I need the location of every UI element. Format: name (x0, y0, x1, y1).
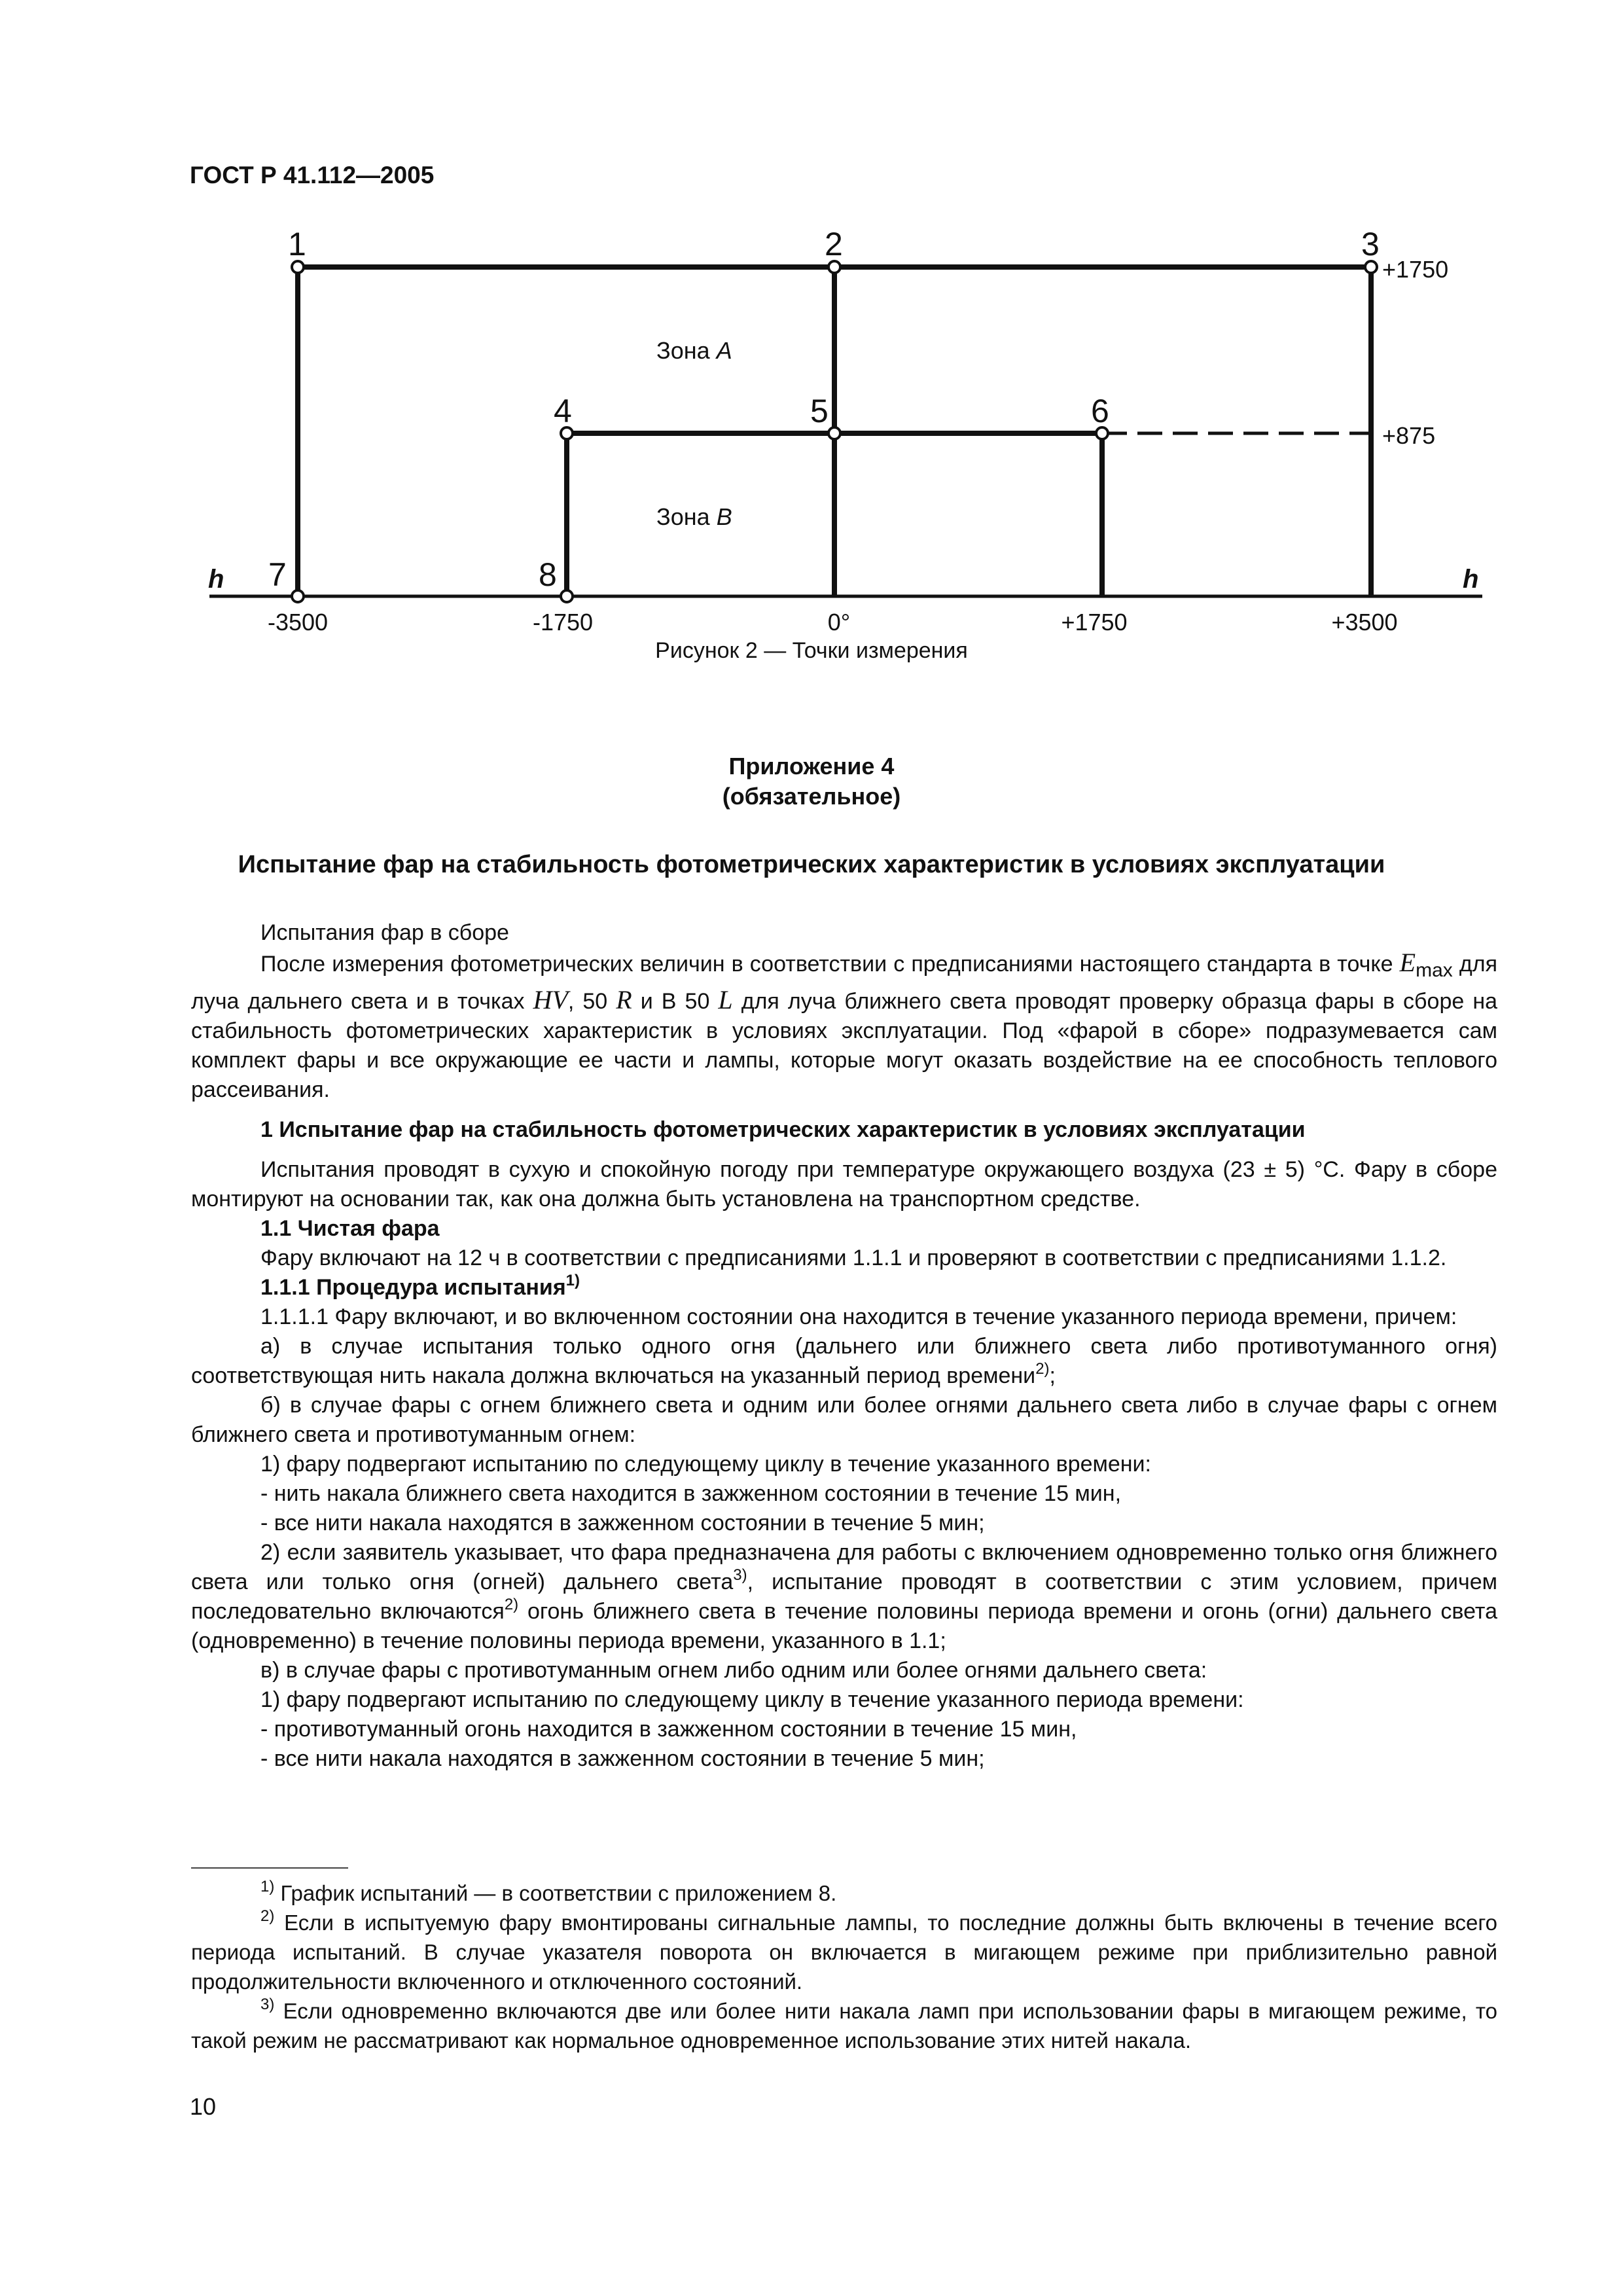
subsection-1-1-1-heading: 1.1.1 Процедура испытания$^{1)}$ (260, 1272, 580, 1300)
body-text (191, 918, 1497, 1774)
point-8-label: 8 (539, 556, 557, 593)
point-7-marker (292, 590, 304, 602)
point-7-label: 7 (268, 556, 287, 593)
point-4-label: 4 (554, 393, 572, 429)
appendix-heading (0, 751, 1623, 812)
intro-paragraph-2: После измерения фотометрических величин в соответствии с предписаниями настоящего стандарта в точке $E_{max}$ для луча дальнего света и в точках HV, 50 R и B 50 L для луча ближнего света проводят проверку образца фары в сборе на стабильность фотометрических характеристик в условиях эксплуатации. Под «фарой в сборе» подразумевается сам комплект фары и все окружающие ее части и лампы, которые могут оказать воздействие на ее способность теплового рассеивания. (191, 948, 1498, 1102)
h-axis-label-right: h (1463, 565, 1479, 594)
item-c: в) в случае фары с противотуманным огнем либо одним или более огнями дальнего света: (260, 1658, 1207, 1683)
point-1-label: 1 (288, 226, 306, 262)
point-5-marker (829, 427, 840, 439)
clause-1-1-1-1: 1.1.1.1 Фару включают, и во включенном состоянии она находится в течение указанного периода времени, причем: (260, 1304, 1457, 1329)
appendix-status: (обязательное) (722, 783, 901, 810)
point-6-label: 6 (1091, 393, 1109, 429)
subsection-1-1-heading: 1.1 Чистая фара (260, 1216, 440, 1241)
section-1-heading: 1 Испытание фар на стабильность фотометрических характеристик в условиях эксплуатации (260, 1117, 1306, 1142)
item-c-1-dash-2: - все нити накала находятся в зажженном состоянии в течение 5 мин; (260, 1746, 985, 1771)
point-3-label: 3 (1361, 226, 1380, 262)
footnote-1: $^{1)}$ График испытаний — в соответствии с приложением 8. (260, 1878, 837, 1905)
footnote-separator (191, 1867, 348, 1869)
page-number: 10 (190, 2093, 217, 2120)
item-b-1-dash-2: - все нити накала находятся в зажженном состоянии в течение 5 мин; (260, 1511, 985, 1535)
zone-b-label: Зона B (656, 503, 732, 530)
point-3-marker (1365, 261, 1377, 273)
point-2-label: 2 (825, 226, 843, 262)
x-tick-label-minus-1750: -1750 (532, 609, 594, 636)
emax-symbol: $E_{max}$ (1399, 948, 1453, 981)
x-tick-label-plus-1750: +1750 (1061, 609, 1128, 636)
item-b-1-dash-1: - нить накала ближнего света находится в зажженном состоянии в течение 15 мин, (260, 1481, 1122, 1506)
point-5-label: 5 (810, 393, 829, 429)
point-1-marker (292, 261, 304, 273)
footnote-2: $^{2)}$ Если в испытуемую фару вмонтированы сигнальные лампы, то последние должны быть включены в течение всего периода испытаний. В случае указателя поворота он включается в мигающем режиме при приблизительно равной продолжительности включенного и отключенного состояний. (191, 1907, 1497, 1994)
value-label-plus-875: +875 (1382, 422, 1436, 449)
section-1-paragraph: Испытания проводят в сухую и спокойную погоду при температуре окружающего воздуха (23 ± 5) °С. Фару в сборе монтируют на основании так, как она должна быть установлена на транспортном средстве. (191, 1157, 1497, 1211)
appendix-number: Приложение 4 (728, 753, 895, 780)
point-2-marker (829, 261, 840, 273)
measurement-points-figure (0, 0, 1623, 655)
zone-a-label: Зона A (656, 337, 732, 364)
x-tick-label-minus-3500: -3500 (267, 609, 329, 636)
x-tick-label-zero: 0° (827, 609, 851, 636)
item-b-2: 2) если заявитель указывает, что фара предназначена для работы с включением одновременно только огня ближнего света или только огня (огней) дальнего света$^{3)}$, испытание проводят в соответствии с этим условием, причем последовательно включаются$^{2)}$ огонь ближнего света в течение половины периода времени и огонь (огни) дальнего света (одновременно) в течение половины периода времени, указанного в 1.1; (191, 1540, 1497, 1653)
intro-paragraph-1: Испытания фар в сборе (260, 920, 509, 945)
subsection-1-1-paragraph: Фару включают на 12 ч в соответствии с предписаниями 1.1.1 и проверяют в соответствии с предписаниями 1.1.2. (260, 1246, 1447, 1270)
x-tick-label-plus-3500: +3500 (1331, 609, 1398, 636)
point-8-marker (561, 590, 573, 602)
document-code: ГОСТ Р 41.112—2005 (190, 162, 435, 188)
item-c-1-dash-1: - противотуманный огонь находится в зажженном состоянии в течение 15 мин, (260, 1717, 1077, 1742)
h-axis-label-left: h (208, 565, 224, 594)
item-c-1: 1) фару подвергают испытанию по следующему циклу в течение указанного периода времени: (260, 1687, 1244, 1712)
item-b: б) в случае фары с огнем ближнего света и одним или более огнями дальнего света либо в случае фары с огнем ближнего света и противотуманным огнем: (191, 1393, 1497, 1447)
footnote-3: $^{3)}$ Если одновременно включаются две или более нити накала ламп при использовании фары в мигающем режиме, то такой режим не рассматривают как нормальное одновременное использование этих нитей накала. (191, 1996, 1497, 2053)
item-a: а) в случае испытания только одного огня (дальнего или ближнего света либо противотуманного огня) соответствующая нить накала должна включаться на указанный период времени$^{2)}$; (191, 1334, 1497, 1388)
appendix-title: Испытание фар на стабильность фотометрических характеристик в условиях эксплуатации (238, 851, 1385, 878)
value-label-plus-1750: +1750 (1382, 256, 1449, 283)
item-b-1: 1) фару подвергают испытанию по следующему циклу в течение указанного времени: (260, 1452, 1151, 1477)
footnotes (191, 1878, 1497, 2055)
figure-caption: Рисунок 2 — Точки измерения (655, 638, 968, 663)
